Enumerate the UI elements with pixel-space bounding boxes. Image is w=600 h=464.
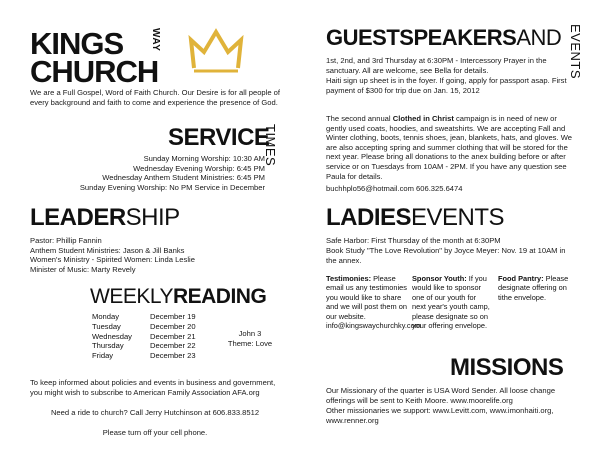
ride-note: Need a ride to church? Call Jerry Hutchinson at 606.833.8512 (50, 408, 260, 417)
service-times-vertical: TIMES (263, 124, 278, 167)
leader-line: Minister of Music: Marty Revely (30, 264, 136, 274)
reading-passage (222, 329, 278, 348)
church-intro: We are a Full Gospel, Word of Faith Church. Our Desire is for all people of every background and faith to come and experience the presence of God. (30, 88, 280, 107)
leader-line: Pastor: Phillip Fannin (30, 236, 102, 245)
reading-day: Friday (92, 351, 114, 361)
haiti-note: Haiti sign up sheet is in the foyer. If going, apply for passport asap. First payment of $300 for trip due on Jan. 15, 2012 (326, 76, 567, 95)
weekly-reading-title-bold: READING (172, 285, 267, 308)
service-line: Sunday Evening Worship: No PM Service in December (79, 182, 265, 192)
guest-title-light: AND (516, 25, 562, 50)
missionaries-list: Other missionaries we support: www.Levitt.com, www.imonhaiti.org, www.renner.org (326, 406, 554, 425)
guest-speakers-title (326, 26, 561, 50)
ladies-title-light: EVENTS (411, 204, 505, 231)
missionary-note: Our Missionary of the quarter is USA Word Sender. All loose change offerings will be sent to Keith Moore. www.moorelife.org (326, 386, 556, 405)
campaign-text-pre: The second annual (326, 114, 393, 123)
guest-events-vertical: EVENTS (568, 24, 583, 80)
missions-title: MISSIONS (450, 354, 564, 381)
reading-day: Thursday (92, 341, 124, 351)
reading-day: Tuesday (92, 321, 121, 331)
leader-line: Women's Ministry - Spirited Women: Linda Leslie (30, 255, 195, 265)
reading-row (92, 312, 196, 322)
reading-row (92, 351, 196, 361)
sponsor-youth-block (412, 274, 492, 330)
testimonies-label: Testimonies: (326, 274, 372, 283)
reading-book: John 3 (238, 329, 262, 338)
clothing-campaign (326, 114, 574, 181)
reading-row (92, 341, 196, 351)
reading-theme: Theme: Love (227, 338, 273, 348)
reading-row (92, 322, 196, 332)
cellphone-note: Please turn off your cell phone. (102, 428, 208, 437)
testimonies-text: Please email us any testimonies you would like to share and we will post them on our website. info@kingswaychurchky.com (326, 274, 421, 331)
reading-date: December 21 (150, 331, 196, 341)
leader-line: Anthem Student Ministries: Jason & Jill Banks (30, 245, 185, 255)
sponsor-label: Sponsor Youth: (412, 274, 467, 283)
campaign-text-post: campaign is in need of new or gently used coats, hoodies, and sweatshirts. We are accepting Fall and Winter clothing, boots, tennis shoes, jean, blankets, hats, and gloves. We are also accepting spring and summer clothing that will be stored for the next year. Please bring all donations to the anex building before or after service or on Tuesdays from 10AM - 2PM. If you have any question see Paula for details. (326, 114, 572, 181)
service-times-list (40, 154, 265, 192)
reading-table (92, 312, 196, 361)
church-name-way: WAY (150, 28, 161, 52)
church-name-line1: KINGS (30, 26, 124, 61)
reading-row (92, 332, 196, 342)
leadership-title (30, 206, 180, 230)
leadership-title-light: SHIP (125, 204, 180, 231)
church-name-line2: CHURCH (30, 54, 159, 89)
reading-day: Monday (92, 312, 120, 321)
reading-date: December 19 (150, 312, 196, 321)
reading-day: Wednesday (92, 331, 132, 341)
pantry-label: Food Pantry: (498, 274, 544, 283)
guest-title-bold: GUESTSPEAKERS (326, 25, 517, 50)
ladies-title-bold: LADIES (326, 204, 412, 231)
testimonies-block (326, 274, 421, 331)
weekly-reading-title-light: WEEKLY (90, 285, 173, 308)
food-pantry-block (498, 274, 576, 302)
prayer-note: 1st, 2nd, and 3rd Thursday at 6:30PM - Intercessory Prayer in the sanctuary. All are welcome, see Bella for details. (326, 56, 547, 75)
leadership-list (30, 236, 280, 274)
policy-note: To keep informed about policies and events in business and government, you might wish to subscribe to American Family Association AFA.org (30, 378, 276, 397)
weekly-reading-title (90, 285, 266, 309)
reading-date: December 22 (150, 341, 196, 351)
safe-harbor-note: Safe Harbor: First Thursday of the month at 6:30PM (326, 236, 501, 245)
pantry-text: Please designate offering on tithe envelope. (498, 274, 569, 302)
book-study-note: Book Study "The Love Revolution" by Joyce Meyer: Nov. 19 at 10AM in the annex. (326, 246, 566, 265)
leadership-title-bold: LEADER (30, 204, 126, 231)
service-line: Wednesday Anthem Student Ministries: 6:45 PM (102, 173, 265, 183)
service-line: Sunday Morning Worship: 10:30 AM (143, 154, 265, 163)
sponsor-text: If you would like to sponsor one of our youth for next year's youth camp, please designate so on your offering envelope. (412, 274, 490, 331)
campaign-name: Clothed in Christ (392, 114, 454, 123)
campaign-contact: buchhplo56@hotmail.com 606.325.6474 (326, 184, 463, 193)
crown-logo-icon (188, 28, 244, 76)
service-title: SERVICE (168, 124, 270, 151)
ladies-events-title (326, 206, 504, 230)
reading-date: December 23 (150, 351, 196, 361)
reading-date: December 20 (150, 321, 196, 331)
service-line: Wednesday Evening Worship: 6:45 PM (133, 163, 265, 173)
